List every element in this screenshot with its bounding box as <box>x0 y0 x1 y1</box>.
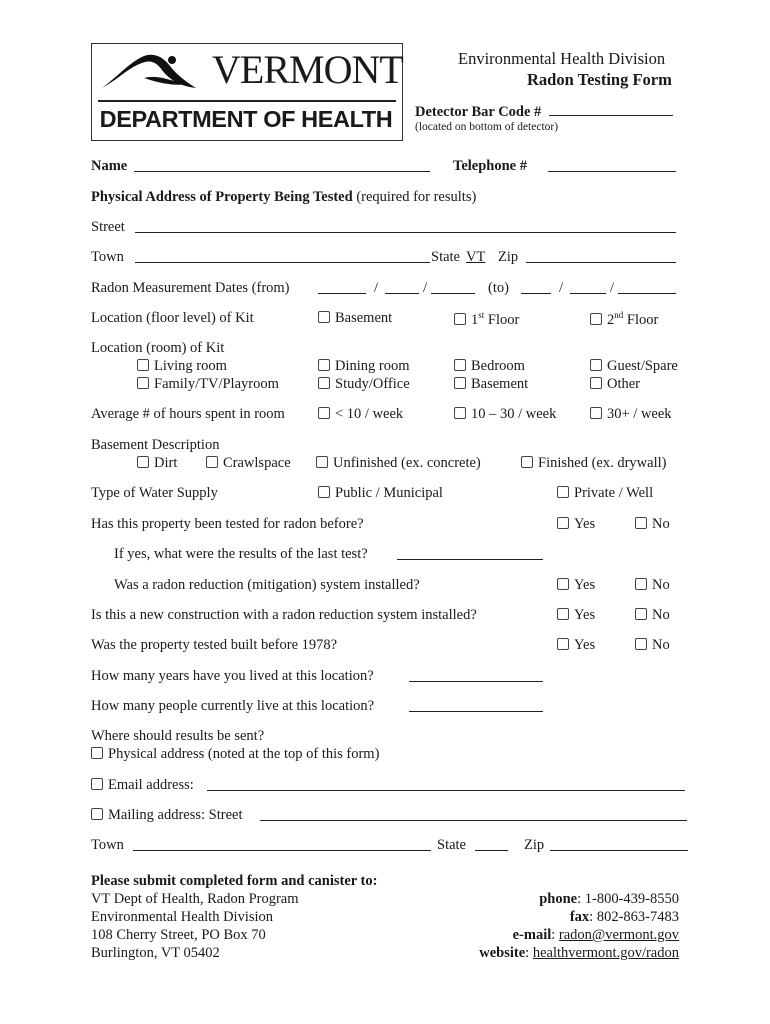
last-results-row <box>91 546 710 566</box>
results-heading: Where should results be sent? <box>91 728 265 744</box>
basement-desc-label: Basement Description <box>91 437 220 453</box>
website-link[interactable]: healthvermont.gov/radon <box>532 945 679 961</box>
basement-option-unfinished[interactable]: Unfinished (ex. concrete) <box>316 455 481 472</box>
tested-before-question: Has this property been tested for radon before? <box>91 516 364 532</box>
results-mailing-row <box>91 807 710 827</box>
telephone-label: Telephone # <box>453 158 527 174</box>
results-email-row <box>91 777 710 797</box>
floor-row <box>91 310 710 330</box>
room-options-row-2 <box>91 376 710 396</box>
division-title: Environmental Health Division <box>458 49 666 68</box>
floor-second-option[interactable]: 2nd Floor <box>590 310 658 329</box>
street-field[interactable] <box>135 219 676 233</box>
mitigation-question: Was a radon reduction (mitigation) system installed? <box>114 577 420 593</box>
hours-option-10-30[interactable]: 10 – 30 / week <box>454 406 556 423</box>
water-row <box>91 485 710 505</box>
to-year-field[interactable] <box>618 280 676 294</box>
checkbox-icon[interactable] <box>316 456 328 468</box>
room-option-other[interactable]: Other <box>590 376 640 393</box>
telephone-field[interactable] <box>548 158 676 172</box>
built-before-row <box>91 637 710 657</box>
tested-before-no[interactable]: No <box>635 516 670 533</box>
checkbox-icon[interactable] <box>206 456 218 468</box>
tested-before-yes[interactable]: Yes <box>557 516 595 533</box>
checkbox-icon[interactable] <box>557 486 569 498</box>
room-option-guest[interactable]: Guest/Spare <box>590 358 678 375</box>
mitigation-no[interactable]: No <box>635 577 670 594</box>
address-line-2: Environmental Health Division <box>91 909 274 925</box>
basement-option-crawlspace[interactable]: Crawlspace <box>206 455 291 472</box>
from-day-field[interactable] <box>385 280 419 294</box>
checkbox-icon[interactable] <box>521 456 533 468</box>
checkbox-icon[interactable] <box>454 313 466 325</box>
results-option-physical[interactable]: Physical address (noted at the top of this form) <box>91 746 379 763</box>
address-heading: Physical Address of Property Being Tested <box>91 189 353 205</box>
basement-option-dirt[interactable]: Dirt <box>137 455 177 472</box>
checkbox-icon[interactable] <box>91 747 103 759</box>
checkbox-icon[interactable] <box>557 578 569 590</box>
name-label: Name <box>91 158 128 174</box>
basement-heading-row <box>91 437 710 457</box>
from-year-field[interactable] <box>431 280 475 294</box>
years-lived-field[interactable] <box>409 668 543 682</box>
barcode-note: (located on bottom of detector) <box>415 121 559 133</box>
zip-field[interactable] <box>526 249 676 263</box>
checkbox-icon[interactable] <box>454 407 466 419</box>
room-option-dining[interactable]: Dining room <box>318 358 410 375</box>
checkbox-icon[interactable] <box>557 608 569 620</box>
room-label: Location (room) of Kit <box>91 340 225 356</box>
zip-label: Zip <box>498 249 519 265</box>
email-link[interactable]: radon@vermont.gov <box>558 927 679 943</box>
checkbox-icon[interactable] <box>318 311 330 323</box>
checkbox-icon[interactable] <box>635 517 647 529</box>
checkbox-icon[interactable] <box>137 359 149 371</box>
basement-option-finished[interactable]: Finished (ex. drywall) <box>521 455 666 472</box>
mailing-street-field[interactable] <box>260 807 687 821</box>
address-note: (required for results) <box>352 189 477 205</box>
checkbox-icon[interactable] <box>557 638 569 650</box>
checkbox-icon[interactable] <box>635 608 647 620</box>
hours-label: Average # of hours spent in room <box>91 406 285 422</box>
street-row <box>91 219 710 239</box>
room-options-row-1 <box>91 358 710 378</box>
checkbox-icon[interactable] <box>318 359 330 371</box>
checkbox-icon[interactable] <box>318 407 330 419</box>
mitigation-yes[interactable]: Yes <box>557 577 595 594</box>
people-live-row <box>91 698 710 718</box>
logo-vermont-text: VERMONT <box>212 47 403 92</box>
checkbox-icon[interactable] <box>635 638 647 650</box>
mitigation-row <box>91 577 710 597</box>
last-results-field[interactable] <box>397 546 543 560</box>
mailing-town-field[interactable] <box>133 837 431 851</box>
results-town-row <box>91 837 710 857</box>
dates-to-label: (to) <box>488 280 509 296</box>
barcode-row <box>415 102 673 121</box>
checkbox-icon[interactable] <box>635 578 647 590</box>
health-department-logo <box>91 43 403 141</box>
room-option-basement[interactable]: Basement <box>454 376 528 393</box>
address-line-1: VT Dept of Health, Radon Program <box>91 891 299 907</box>
address-line-4: Burlington, VT 05402 <box>91 945 220 961</box>
mailing-state-field[interactable] <box>475 837 508 851</box>
town-label: Town <box>91 249 124 265</box>
results-email-field[interactable] <box>207 777 685 791</box>
checkbox-icon[interactable] <box>318 377 330 389</box>
address-line-3: 108 Cherry Street, PO Box 70 <box>91 927 266 943</box>
people-live-question: How many people currently live at this location? <box>91 698 375 714</box>
address-heading-row <box>91 189 710 209</box>
contact-fax: fax: 802-863-7483 <box>569 909 679 925</box>
barcode-field[interactable] <box>549 102 673 116</box>
new-construction-row <box>91 607 710 627</box>
water-label: Type of Water Supply <box>91 485 218 501</box>
town-field[interactable] <box>135 249 430 263</box>
hours-row <box>91 406 710 426</box>
town-row <box>91 249 710 269</box>
floor-first-option[interactable]: 1st Floor <box>454 310 519 329</box>
to-month-field[interactable] <box>521 280 551 294</box>
checkbox-icon[interactable] <box>590 359 602 371</box>
built-before-no[interactable]: No <box>635 637 670 654</box>
results-heading-row <box>91 728 710 748</box>
checkbox-icon[interactable] <box>137 377 149 389</box>
results-option-email[interactable]: Email address: <box>91 777 194 794</box>
form-title: Radon Testing Form <box>527 70 672 89</box>
name-field[interactable] <box>134 158 430 172</box>
checkbox-icon[interactable] <box>557 517 569 529</box>
contact-email: e-mail: radon@vermont.gov <box>512 927 679 943</box>
submit-heading: Please submit completed form and canister to: <box>91 873 378 889</box>
name-row <box>91 158 710 178</box>
hours-option-30plus[interactable]: 30+ / week <box>590 406 672 423</box>
dates-row: Radon Measurement Dates (from) / / (to) / / <box>91 280 710 300</box>
contact-website: website: healthvermont.gov/radon <box>479 945 679 961</box>
logo-department-text: DEPARTMENT OF HEALTH <box>99 106 393 132</box>
new-construction-yes[interactable]: Yes <box>557 607 595 624</box>
mountain-logo-icon <box>100 48 212 96</box>
room-option-study[interactable]: Study/Office <box>318 376 410 393</box>
built-before-question: Was the property tested built before 1978? <box>91 637 338 653</box>
people-live-field[interactable] <box>409 698 543 712</box>
checkbox-icon[interactable] <box>318 486 330 498</box>
floor-basement-option[interactable]: Basement <box>318 310 392 327</box>
checkbox-icon[interactable] <box>590 313 602 325</box>
mailing-town-label: Town <box>91 837 124 853</box>
checkbox-icon[interactable] <box>454 359 466 371</box>
checkbox-icon[interactable] <box>454 377 466 389</box>
barcode-label: Detector Bar Code # <box>415 104 542 120</box>
state-value: VT <box>466 249 486 265</box>
room-heading-row <box>91 340 710 360</box>
room-option-family[interactable]: Family/TV/Playroom <box>137 376 279 393</box>
tested-before-row <box>91 516 710 536</box>
checkbox-icon[interactable] <box>590 377 602 389</box>
mailing-state-label: State <box>437 837 466 853</box>
state-label: State <box>431 249 460 265</box>
basement-options-row <box>91 455 710 475</box>
new-construction-no[interactable]: No <box>635 607 670 624</box>
checkbox-icon[interactable] <box>91 808 103 820</box>
mailing-zip-field[interactable] <box>550 837 688 851</box>
checkbox-icon[interactable] <box>91 778 103 790</box>
checkbox-icon[interactable] <box>590 407 602 419</box>
mailing-zip-label: Zip <box>524 837 545 853</box>
room-option-bedroom[interactable]: Bedroom <box>454 358 525 375</box>
floor-label: Location (floor level) of Kit <box>91 310 254 326</box>
logo-divider <box>98 100 396 102</box>
years-lived-row <box>91 668 710 688</box>
years-lived-question: How many years have you lived at this location? <box>91 668 374 684</box>
new-construction-question: Is this a new construction with a radon reduction system installed? <box>91 607 477 623</box>
dates-label: Radon Measurement Dates (from) <box>91 280 290 296</box>
water-option-private[interactable]: Private / Well <box>557 485 653 502</box>
hours-option-under10[interactable]: < 10 / week <box>318 406 403 423</box>
from-month-field[interactable] <box>318 280 366 294</box>
room-option-living[interactable]: Living room <box>137 358 227 375</box>
contact-phone: phone: 1-800-439-8550 <box>539 891 679 907</box>
checkbox-icon[interactable] <box>137 456 149 468</box>
built-before-yes[interactable]: Yes <box>557 637 595 654</box>
to-day-field[interactable] <box>570 280 606 294</box>
last-results-question: If yes, what were the results of the last test? <box>114 546 368 562</box>
results-physical-row <box>91 746 710 766</box>
street-label: Street <box>91 219 125 235</box>
results-option-mailing[interactable]: Mailing address: Street <box>91 807 243 824</box>
water-option-public[interactable]: Public / Municipal <box>318 485 443 502</box>
